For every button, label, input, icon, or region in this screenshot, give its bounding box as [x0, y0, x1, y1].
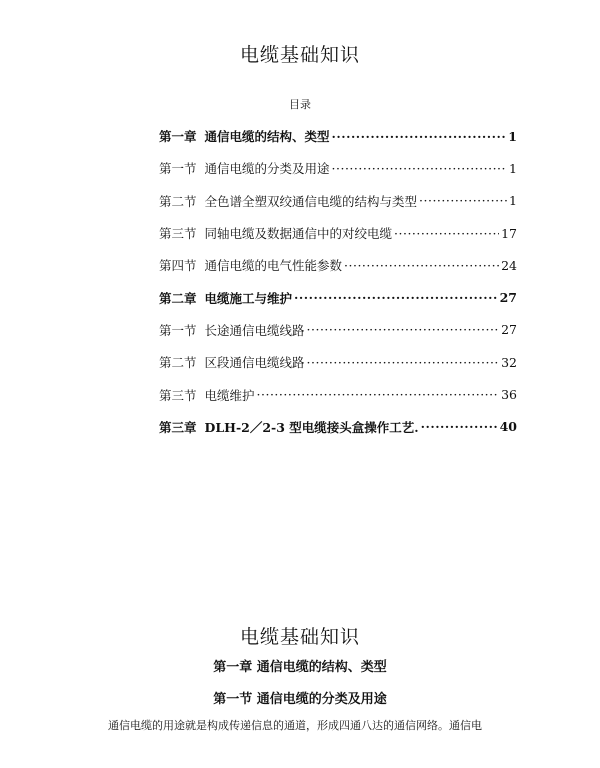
toc-leader-dots	[257, 387, 500, 402]
toc-entry-title: 全色谱全塑双绞通信电缆的结构与类型	[204, 193, 418, 209]
toc-entry-page: 17	[501, 225, 517, 241]
toc-entry[interactable]	[159, 314, 517, 346]
toc-leader-dots	[344, 258, 499, 273]
toc-entry[interactable]	[159, 346, 517, 378]
toc-entry-page: 36	[501, 387, 517, 403]
toc-entry-title: 电缆施工与维护	[204, 290, 293, 306]
toc-entry-page: 27	[501, 322, 517, 338]
toc-entry-number: 第三节	[159, 226, 197, 242]
toc-entry-page: 1	[509, 193, 517, 209]
toc-entry-title: 电缆维护	[204, 387, 255, 403]
toc-entry-number: 第三章	[159, 419, 197, 435]
toc-entry[interactable]	[159, 120, 517, 152]
toc-leader-dots	[332, 129, 507, 144]
toc-entry-title: 通信电缆的分类及用途	[204, 161, 330, 177]
toc-entry-number: 第二节	[159, 355, 197, 371]
table-of-contents	[159, 120, 517, 443]
toc-entry-number: 第一节	[159, 161, 197, 177]
toc-entry-title: 通信电缆的电气性能参数	[204, 258, 343, 274]
toc-leader-dots	[332, 161, 508, 176]
toc-entry-number: 第四节	[159, 258, 197, 274]
toc-entry-page: 1	[509, 160, 517, 176]
toc-entry-title: 通信电缆的结构、类型	[204, 129, 330, 145]
toc-entry-number: 第二章	[159, 290, 197, 306]
toc-entry[interactable]	[159, 217, 517, 249]
toc-entry-page: 1	[508, 128, 517, 144]
toc-entry[interactable]	[159, 281, 517, 313]
toc-entry-title: 长途通信电缆线路	[204, 322, 305, 338]
toc-entry-number: 第三节	[159, 387, 197, 403]
toc-entry-number: 第一章	[159, 129, 197, 145]
toc-entry-page: 40	[499, 419, 517, 435]
toc-entry[interactable]	[159, 378, 517, 410]
toc-entry-title: DLH-2／2-3 型电缆接头盒操作工艺.	[204, 419, 419, 435]
toc-entry-number: 第二节	[159, 193, 197, 209]
toc-entry-number: 第一节	[159, 322, 197, 338]
toc-leader-dots	[394, 226, 499, 241]
toc-entry-page: 24	[501, 257, 517, 273]
document-title: 电缆基础知识	[239, 44, 360, 66]
toc-entry[interactable]	[159, 411, 517, 443]
body-paragraph: 通信电缆的用途就是构成传递信息的通道，形成四通八达的通信网络。通信电	[108, 719, 482, 732]
toc-entry[interactable]	[159, 185, 517, 217]
chapter-heading: 第一章 通信电缆的结构、类型	[213, 660, 387, 675]
toc-entry-title: 同轴电缆及数据通信中的对绞电缆	[204, 226, 393, 242]
section-document-title: 电缆基础知识	[239, 626, 360, 648]
toc-entry-title: 区段通信电缆线路	[204, 355, 305, 371]
toc-leader-dots	[307, 322, 500, 337]
toc-leader-dots	[419, 193, 507, 208]
toc-leader-dots	[307, 355, 500, 370]
toc-heading: 目录	[289, 98, 311, 111]
toc-entry-page: 32	[501, 354, 517, 370]
toc-leader-dots	[294, 290, 498, 305]
toc-entry[interactable]	[159, 152, 517, 184]
toc-entry-page: 27	[499, 290, 517, 306]
toc-leader-dots	[421, 419, 498, 434]
toc-entry[interactable]	[159, 249, 517, 281]
section-heading: 第一节 通信电缆的分类及用途	[213, 692, 387, 707]
